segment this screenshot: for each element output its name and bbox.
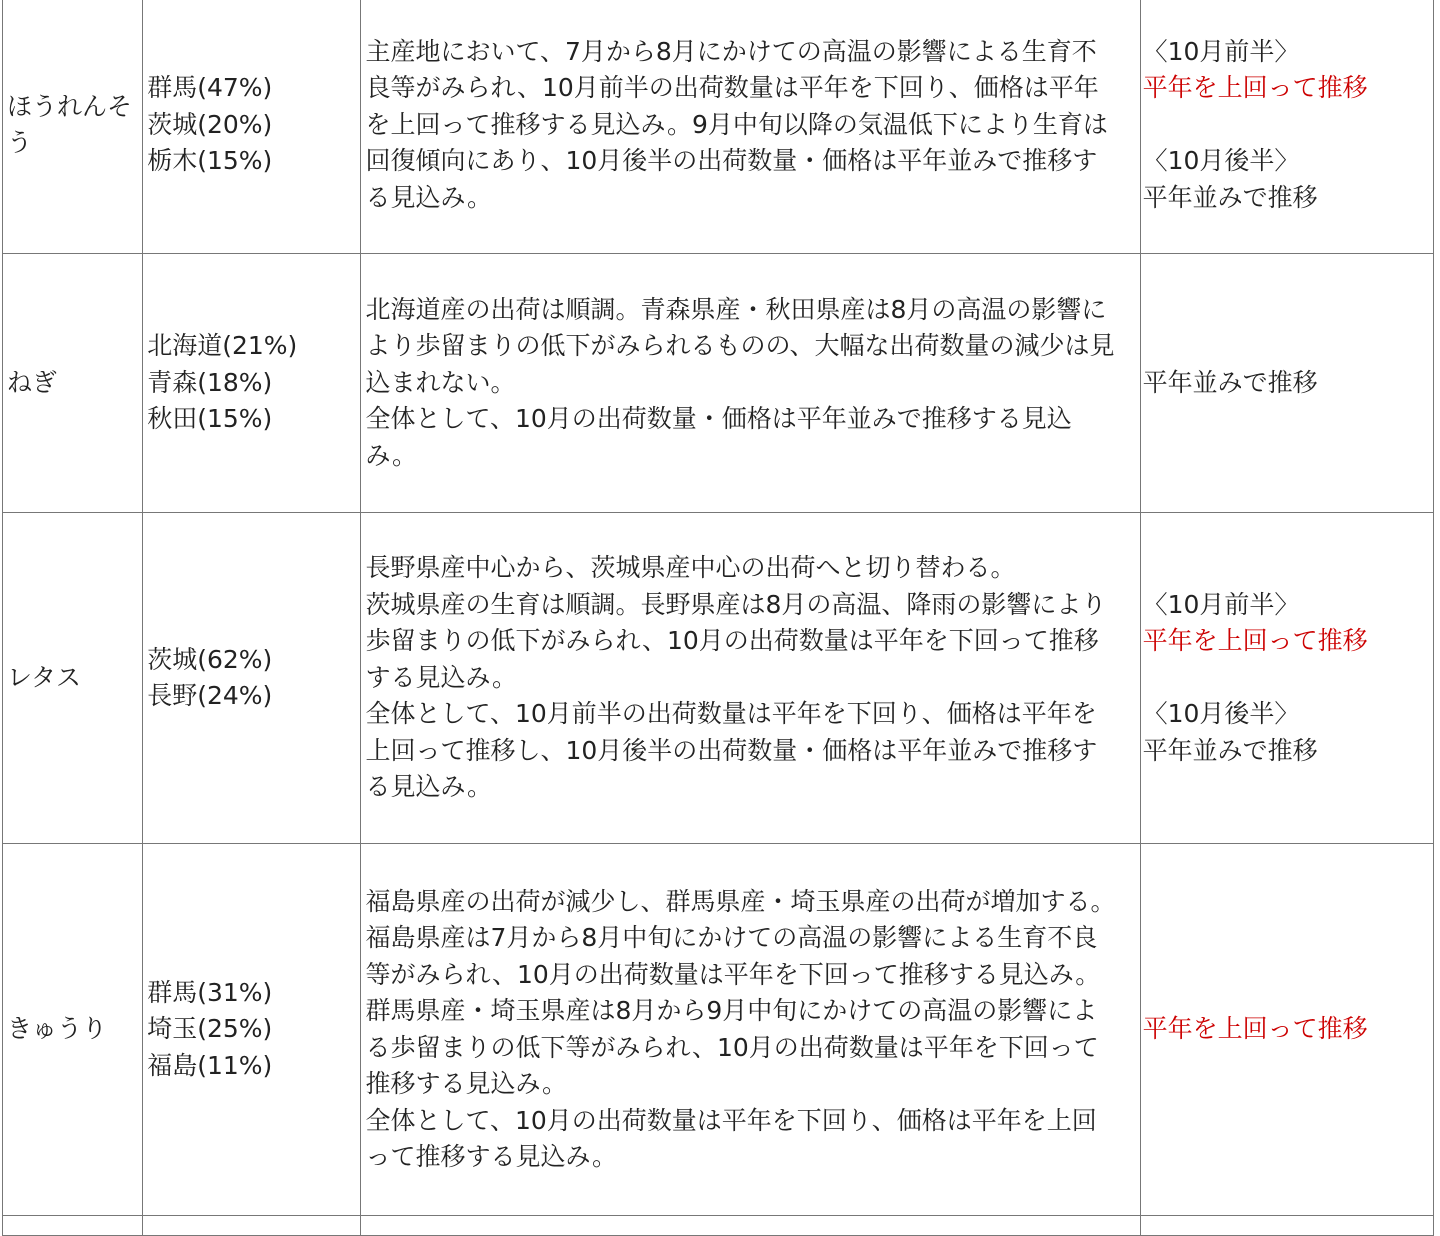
description-line: 込まれない。	[365, 367, 516, 397]
regions-cell	[143, 0, 361, 254]
region-share: 青森(18%)	[147, 367, 273, 397]
region-share: 群馬(47%)	[147, 73, 273, 103]
outlook-period-label: 〈10月後半〉	[1142, 699, 1300, 729]
crop-name-cell	[3, 513, 143, 844]
description-line: 群馬県産・埼玉県産は8月から9月中旬にかけての高温の影響によ	[365, 996, 1098, 1025]
description-line: る見込み。	[365, 182, 492, 212]
outlook-value: 平年並みで推移	[1142, 735, 1318, 765]
description-line: する見込み。	[365, 662, 517, 692]
description-line: 全体として、10月の出荷数量・価格は平年並みで推移する見込	[365, 404, 1072, 434]
table-row	[3, 0, 1434, 254]
description-line: 推移する見込み。	[365, 1069, 567, 1098]
description-line: 北海道産の出荷は順調。青森県産・秋田県産は8月の高温の影響に	[365, 294, 1107, 324]
outlook-period-label: 〈10月前半〉	[1142, 36, 1300, 66]
crop-name-cell	[3, 844, 143, 1216]
description-line: 歩留まりの低下がみられ、10月の出荷数量は平年を下回って推移	[365, 626, 1099, 656]
outlook-value: 平年を上回って推移	[1142, 626, 1368, 656]
region-share: 埼玉(25%)	[147, 1014, 273, 1044]
crop-name: ねぎ	[7, 367, 58, 397]
vegetable-outlook-table	[2, 0, 1434, 1236]
table-row	[3, 844, 1434, 1216]
crop-name: きゅうり	[7, 1014, 108, 1044]
description-line: み。	[365, 440, 417, 470]
outlook-period-label: 〈10月前半〉	[1142, 589, 1300, 619]
regions-cell	[143, 513, 361, 844]
outlook-value: 平年を上回って推移	[1142, 73, 1368, 103]
description-line: 主産地において、7月から8月にかけての高温の影響による生育不	[365, 36, 1097, 66]
region-share: 福島(11%)	[147, 1050, 273, 1080]
region-share: 長野(24%)	[147, 681, 273, 710]
table-row	[3, 1216, 1434, 1236]
description-line: 良等がみられ、10月前半の出荷数量は平年を下回り、価格は平年	[365, 73, 1099, 103]
region-share: 秋田(15%)	[147, 404, 273, 434]
region-share: 栃木(15%)	[147, 146, 273, 176]
description-line: 等がみられ、10月の出荷数量は平年を下回って推移する見込み。	[365, 959, 1101, 989]
description-line: 茨城県産の生育は順調。長野県産は8月の高温、降雨の影響により	[365, 589, 1107, 619]
description-line: 全体として、10月前半の出荷数量は平年を下回り、価格は平年を	[365, 699, 1097, 729]
table-row	[3, 513, 1434, 844]
table-row	[3, 254, 1434, 513]
outlook-value: 平年並みで推移	[1142, 182, 1318, 212]
outlook-value: 平年を上回って推移	[1142, 1014, 1368, 1044]
outlook-cell	[1140, 1216, 1433, 1236]
outlook-value: 平年並みで推移	[1142, 367, 1318, 397]
outlook-cell	[1140, 254, 1433, 513]
crop-name: う	[7, 128, 33, 157]
outlook-cell	[1140, 0, 1433, 254]
regions-cell	[143, 844, 361, 1216]
crop-name: ほうれんそ	[7, 91, 133, 121]
regions-cell	[143, 1216, 361, 1236]
description-line: る見込み。	[365, 772, 492, 802]
region-share: 群馬(31%)	[147, 977, 273, 1007]
description-line: る歩留まりの低下等がみられ、10月の出荷数量は平年を下回って	[365, 1032, 1099, 1062]
description-line: 長野県産中心から、茨城県産中心の出荷へと切り替わる。	[365, 553, 1016, 583]
crop-name-cell	[3, 254, 143, 513]
description-cell	[361, 1216, 1140, 1236]
region-share: 茨城(62%)	[147, 644, 273, 674]
description-cell	[361, 254, 1140, 513]
description-line: 福島県産の出荷が減少し、群馬県産・埼玉県産の出荷が増加する。	[365, 886, 1116, 916]
outlook-period-label: 〈10月後半〉	[1142, 146, 1300, 176]
description-cell	[361, 0, 1140, 254]
outlook-cell	[1140, 844, 1433, 1216]
region-share: 茨城(20%)	[147, 109, 273, 139]
description-line: 全体として、10月の出荷数量は平年を下回り、価格は平年を上回	[365, 1105, 1097, 1135]
outlook-cell	[1140, 513, 1433, 844]
region-share: 北海道(21%)	[147, 331, 298, 361]
description-line: より歩留まりの低下がみられるものの、大幅な出荷数量の減少は見	[365, 331, 1115, 361]
description-line: って推移する見込み。	[365, 1142, 617, 1171]
description-line: を上回って推移する見込み。9月中旬以降の気温低下により生育は	[365, 109, 1108, 139]
description-line: 回復傾向にあり、10月後半の出荷数量・価格は平年並みで推移す	[365, 146, 1098, 176]
description-cell	[361, 513, 1140, 844]
description-cell	[361, 844, 1140, 1216]
regions-cell	[143, 254, 361, 513]
description-line: 上回って推移し、10月後半の出荷数量・価格は平年並みで推移す	[365, 735, 1098, 765]
crop-name-cell	[3, 1216, 143, 1236]
crop-name: レタス	[7, 662, 82, 692]
crop-name-cell	[3, 0, 143, 254]
description-line: 福島県産は7月から8月中旬にかけての高温の影響による生育不良	[365, 923, 1098, 952]
